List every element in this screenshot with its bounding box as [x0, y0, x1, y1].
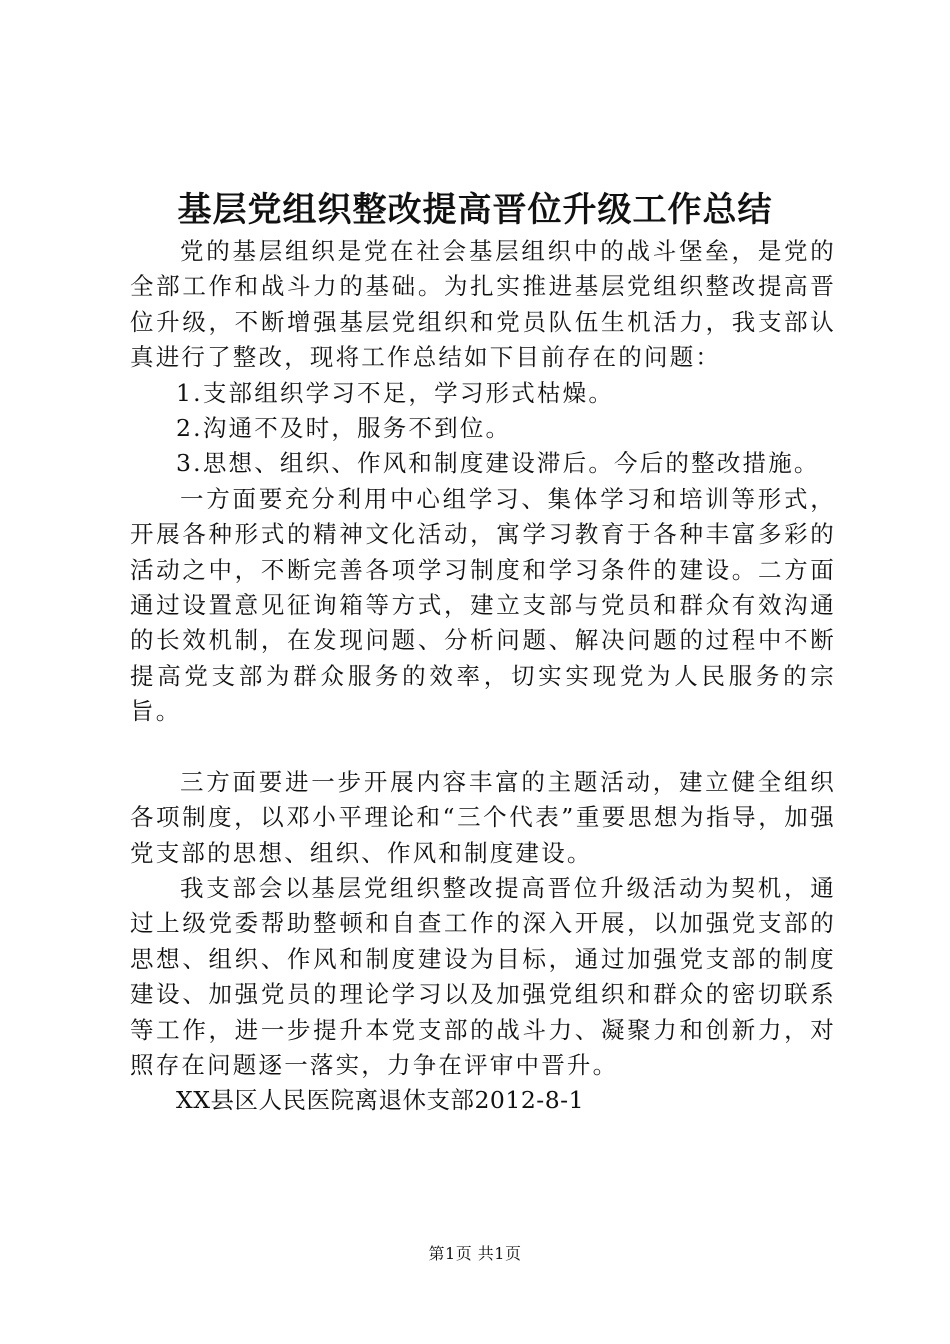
problem-item-3: 3.思想、组织、作风和制度建设滞后。今后的整改措施。 — [176, 449, 820, 478]
signature-line: XX县区人民医院离退休支部2012-8-1 — [176, 1086, 585, 1115]
page-footer: 第1页 共1页 — [428, 1244, 522, 1263]
measures-paragraph-2: 三方面要进一步开展内容丰富的主题活动，建立健全组织各项制度，以邓小平理论和“三个代表”重要思想为指导，加强党支部的思想、组织、作风和制度建设。 — [130, 767, 836, 867]
document-body — [130, 234, 836, 1119]
problem-item-2: 2.沟通不及时，服务不到位。 — [176, 414, 512, 443]
conclusion-paragraph: 我支部会以基层党组织整改提高晋位升级活动为契机，通过上级党委帮助整顿和自查工作的深入开展，以加强党支部的思想、组织、作风和制度建设为目标，通过加强党支部的制度建设、加强党员的理论学习以及加强党组织和群众的密切联系等工作，进一步提升本党支部的战斗力、凝聚力和创新力，对照存在问题逐一落实，力争在评审中晋升。 — [130, 873, 836, 1079]
problem-item-1: 1.支部组织学习不足，学习形式枯燥。 — [176, 378, 615, 407]
measures-paragraph-1: 一方面要充分利用中心组学习、集体学习和培训等形式，开展各种形式的精神文化活动，寓学习教育于各种丰富多彩的活动之中，不断完善各项学习制度和学习条件的建设。二方面通过设置意见征询箱等方式，建立支部与党员和群众有效沟通的长效机制，在发现问题、分析问题、解决问题的过程中不断提高党支部为群众服务的效率，切实实现党为人民服务的宗旨。 — [130, 484, 836, 726]
intro-paragraph: 党的基层组织是党在社会基层组织中的战斗堡垒，是党的全部工作和战斗力的基础。为扎实推进基层党组织整改提高晋位升级，不断增强基层党组织和党员队伍生机活力，我支部认真进行了整改，现将工作总结如下目前存在的问题： — [130, 237, 836, 372]
document-title: 基层党组织整改提高晋位升级工作总结 — [177, 190, 773, 230]
